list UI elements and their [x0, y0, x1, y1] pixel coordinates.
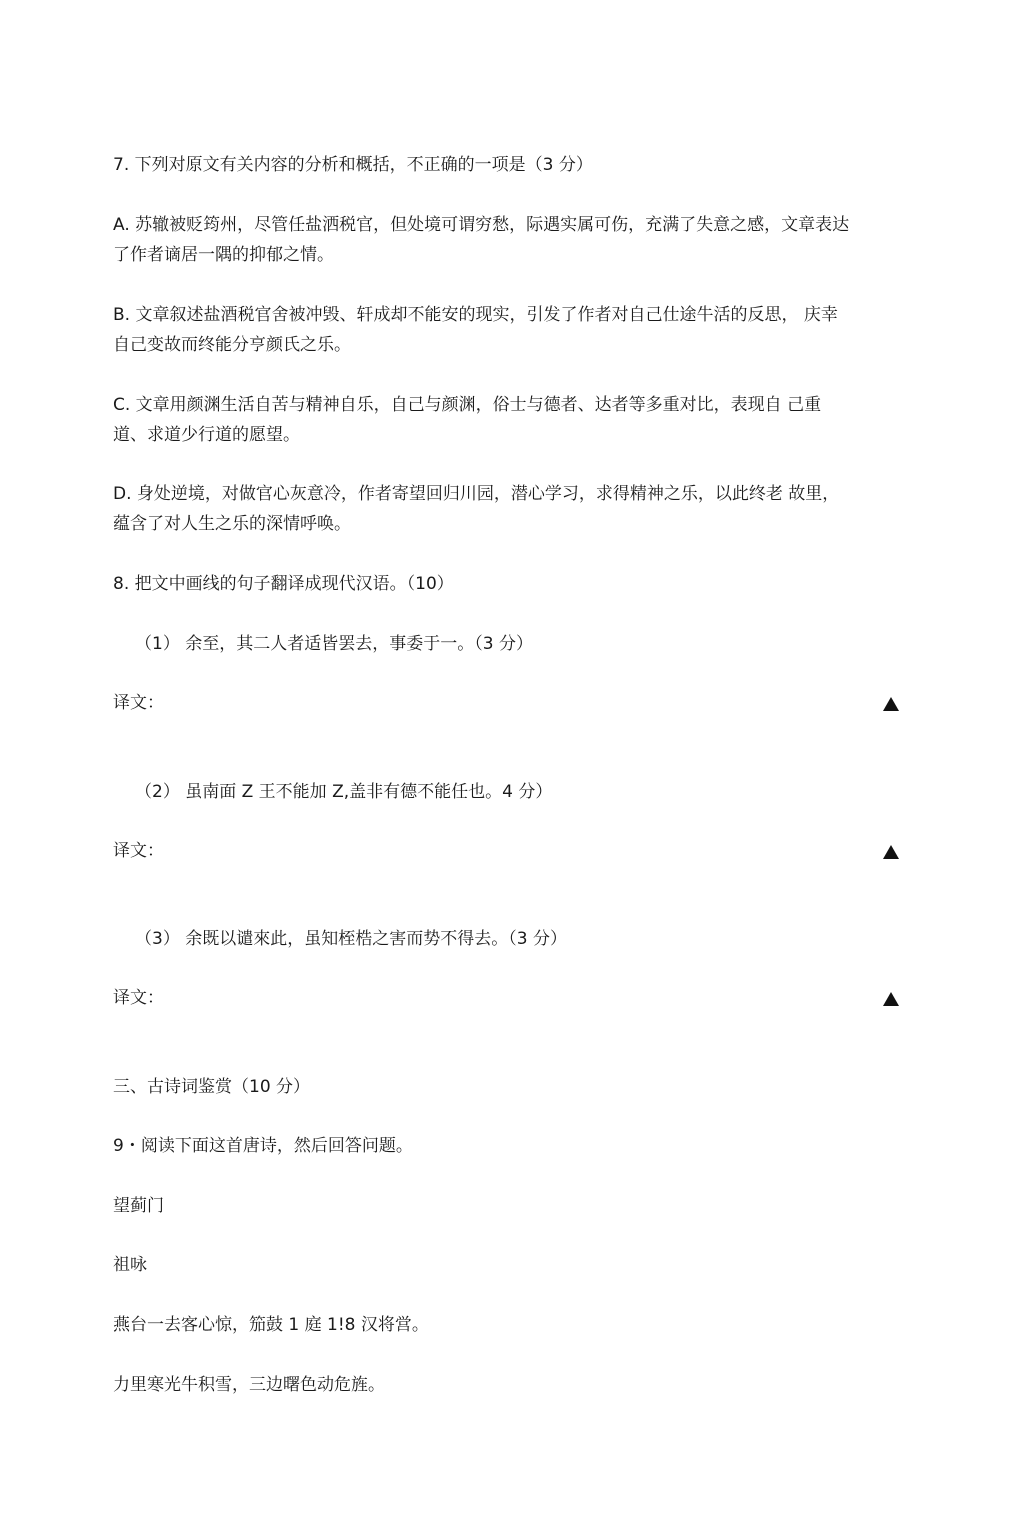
poem-author: 祖咏 [113, 1255, 147, 1275]
poem-title: 望蓟门 [113, 1196, 164, 1216]
q7-option-a-line2: 了作者谪居一隅的抑郁之情。 [113, 245, 334, 265]
q7-option-a-line1: A. 苏辙被贬筠州，尽管任盐洒税官，但处境可谓穷愁，际遇实属可伤，充满了失意之感，文章表达 [113, 215, 850, 235]
q7-option-c-line2: 道、求道少行道的愿望。 [113, 425, 300, 445]
answer-triangle-icon [883, 697, 899, 711]
q7-option-d-line1: D. 身处逆境，对做官心灰意冷，作者寄望回归川园，潜心学习，求得精神之乐，以此终老 故里， [113, 484, 840, 504]
q8-answer-label-3: 译文： [113, 988, 164, 1008]
q7-option-a [113, 210, 913, 270]
q7-option-c-line1: C. 文章用颜渊生活自苦与精神自乐，自己与颜渊，俗士与德者、达者等多重对比，表现自 己重 [113, 395, 822, 415]
q8-answer-label-1: 译文： [113, 693, 164, 713]
q7-option-d [113, 479, 913, 539]
q7-stem: 7. 下列对原文有关内容的分析和概括，不正确的一项是（3 分） [113, 155, 593, 175]
q8-sentence-2: （2） 虽南面 Z 王不能加 Z,盖非有德不能任也。4 分） [135, 782, 553, 802]
q7-option-d-line2: 蕴含了对人生之乐的深情呼唤。 [113, 514, 351, 534]
q7-option-b [113, 300, 913, 360]
section3-title: 三、古诗词鉴赏（10 分） [113, 1077, 311, 1097]
q8-sentence-1: （1） 余至，其二人者适皆罢去，事委于一。（3 分） [135, 634, 533, 654]
answer-triangle-icon [883, 845, 899, 859]
answer-triangle-icon [883, 992, 899, 1006]
q7-option-c [113, 390, 913, 450]
q8-answer-label-2: 译文： [113, 841, 164, 861]
q7-option-b-line1: B. 文章叙述盐酒税官舍被冲毁、轩成却不能安的现实，引发了作者对自己仕途牛活的反思， 庆幸 [113, 305, 838, 325]
poem-line-2: 力里寒光牛积雪，三边曙色动危旌。 [113, 1375, 385, 1395]
poem-line-1: 燕台一去客心惊，笳鼓 1 庭 1!8 汉将営。 [113, 1315, 429, 1335]
q7-option-b-line2: 自己变故而终能分亨颜氏之乐。 [113, 335, 351, 355]
q8-sentence-3: （3） 余既以谴來此，虽知桎梏之害而势不得去。（3 分） [135, 929, 567, 949]
q8-stem: 8. 把文中画线的句子翻译成现代汉语。（10） [113, 574, 454, 594]
q9-stem: 9・阅读下面这首唐诗，然后回答问题。 [113, 1136, 413, 1156]
